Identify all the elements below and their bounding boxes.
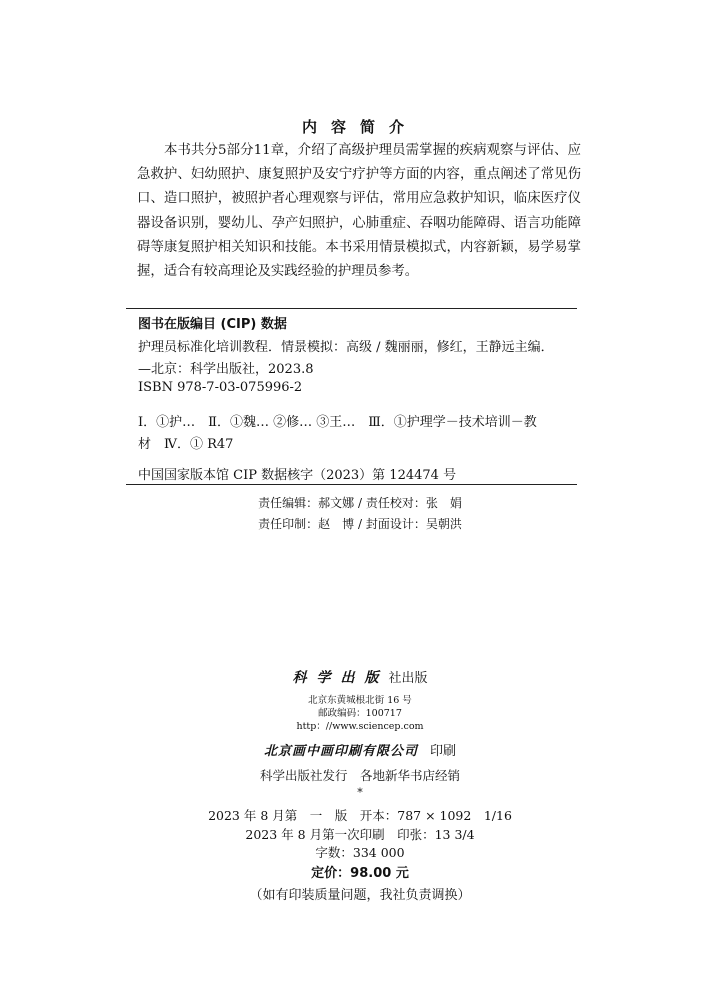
quality-note: （如有印装质量问题，我社负责调换） xyxy=(249,888,471,903)
publisher-suffix: 社出版 xyxy=(388,671,428,686)
cip-heading: 图书在版编目 (CIP) 数据 xyxy=(138,317,287,332)
staff-credits-line-2: 责任印制：赵 博 / 封面设计：吴朝洪 xyxy=(258,517,462,531)
publisher-postcode: 邮政编码：100717 xyxy=(318,708,402,719)
distribution-line: 科学出版社发行 各地新华书店经销 xyxy=(259,768,460,783)
edition-line-2: 2023 年 8 月第一次印刷 印张：13 3/4 xyxy=(245,827,475,842)
printer-name: 北京画中画印刷有限公司 xyxy=(263,744,418,759)
printer-suffix: 印刷 xyxy=(430,744,457,759)
publisher-line xyxy=(0,667,720,687)
intro-title: 内容简介 xyxy=(301,118,418,136)
intro-paragraph: 本书共分5部分11章，介绍了高级护理员需掌握的疾病观察与评估、应急救护、妇幼照护、康复照护及安宁疗护等方面的内容，重点阐述了常见伤口、造口照护，被照护者心理观察与评估，常用应急救护知识，临床医疗仪器设备识别，婴幼儿、孕产妇照护，心肺重症、吞咽功能障碍、语言功能障碍等康复照护相关知识和技能。本书采用情景模拟式，内容新颖，易学易掌握，适合有较高理论及实践经验的护理员参考。 xyxy=(137,143,581,280)
word-count: 字数：334 000 xyxy=(315,845,405,860)
cip-classification-line-2: 材 Ⅳ．① R47 xyxy=(138,437,234,452)
publisher-name: 科学出版 xyxy=(292,670,389,686)
price: 定价：98.00 元 xyxy=(311,866,409,881)
staff-credits-line-1: 责任编辑：郝文娜 / 责任校对：张 娟 xyxy=(258,496,462,510)
cip-isbn: ISBN 978-7-03-075996-2 xyxy=(138,380,303,395)
cip-bottom-rule xyxy=(126,484,577,485)
edition-line-1: 2023 年 8 月第 一 版 开本：787 × 1092 1/16 xyxy=(208,808,512,823)
publisher-website: http：//www.sciencep.com xyxy=(296,721,424,732)
cip-data-number: 中国国家版本馆 CIP 数据核字（2023）第 124474 号 xyxy=(138,468,457,483)
cip-top-rule xyxy=(126,308,577,309)
cip-classification-line: Ⅰ．①护… Ⅱ．①魏… ②修… ③王… Ⅲ．①护理学－技术培训－教 xyxy=(138,415,537,430)
printer-line xyxy=(0,740,720,759)
cip-publisher-line: —北京：科学出版社，2023.8 xyxy=(138,362,314,377)
separator-star: * xyxy=(357,786,363,799)
publisher-address: 北京东黄城根北街 16 号 xyxy=(308,695,412,706)
cip-title-line: 护理员标准化培训教程．情景模拟：高级 / 魏丽丽，修红，王静远主编． xyxy=(138,340,554,355)
